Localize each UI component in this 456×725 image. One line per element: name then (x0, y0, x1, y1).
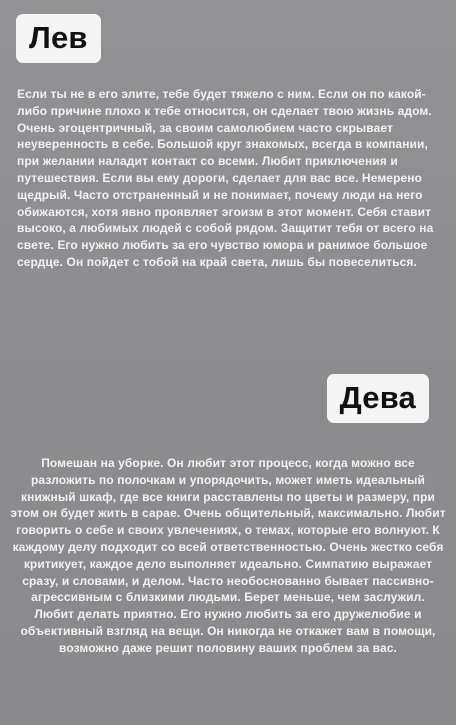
virgo-title: Дева (327, 374, 429, 423)
virgo-description: Помешан на уборке. Он любит этот процесс, когда можно все разложить по полочкам и упорядочить, может иметь идеальный книжный шкаф, где все книги расставлены по цветы и размеру, при этом он будет жить в сарае. Очень общительный, максимально. Любит говорить о себе и своих увлечениях, о темах, которые его волнуют. К каждому делу подходит со всей ответственностью. Очень жестко себя критикует, каждое дело выполняет идеально. Симпатию выражает сразу, и словами, и делом. Часто необоснованно бывает пассивно-агрессивным с близкими людьми. Берет меньше, чем заслужил. Любит делать приятно. Его нужно любить за его дружелюбие и объективный взгляд на вещи. Он никогда не откажет вам в помощи, возможно даже решит половину ваших проблем за вас. (10, 456, 446, 655)
lion-title: Лев (16, 14, 101, 63)
lion-description: Если ты не в его элите, тебе будет тяжело с ним. Если он по какой-либо причине плохо к тебе относится, он сделает твою жизнь адом. Очень эгоцентричный, за своим самолюбием часто скрывает неуверенность в себе. Большой круг знакомых, всегда в компании, при желании наладит контакт со всеми. Любит приключения и путешествия. Если вы ему дороги, сделает для вас все. Немерено щедрый. Часто отстраненный и не понимает, почему люди на него обижаются, хотя явно проявляет эгоизм в этот момент. Себя ставит высоко, а любимых людей с собой рядом. Защитит тебя от всего на свете. Его нужно любить за его чувство юмора и ранимое большое сердце. Он пойдет с тобой на край света, лишь бы повеселиться. (17, 87, 434, 269)
